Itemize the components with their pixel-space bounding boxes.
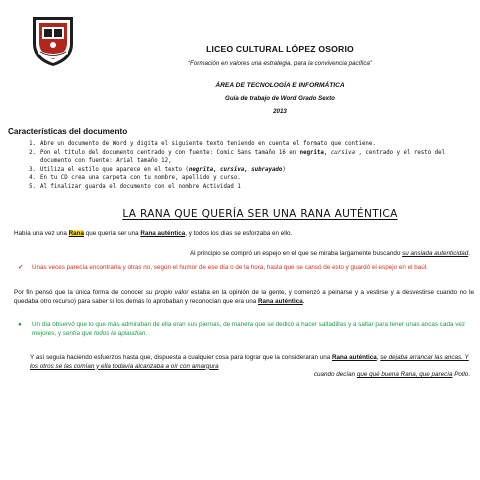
story-paragraph-2: Al principio se compró un espejo en el que se miraba largamente buscando su ansiada autenticidad. [189,250,470,257]
year: 2013 [273,108,287,115]
story-paragraph-6: Y así seguía haciendo esfuerzos hasta que, dispuesta a cualquier cosa para lograr que la consideraran una Rana auténtica, se dejaba arrancar las ancas. Y los otros se las comían y ella todavía alcanzaba a oír con amargura cuando decían que qué buena Rana, que parecía Pollo. [30,354,470,379]
instruction-item: 4. En tu CD crea una carpeta con tu nombre, apellido y curso. [29,175,241,182]
story-paragraph-1: Había una vez una Rana que quería ser una Rana auténtica, y todos los días se esforzaba en ello. [14,230,293,237]
story-paragraph-5: ● Un día observó que lo que más admiraban de ella eran sus piernas, de manera que se dedicó a hacer saltadillas y a saltar para tener unas ancas cada vez mejores, y sentía que todos la aplaudían. [18,321,465,337]
section-heading: Características del documento [8,127,128,136]
instruction-item: 2. Pon el título del documento centrado y con fuente: Comic Sans tamaño 16 en negrita, cursiva , centrado y el resto del documento con fuente: Arial tamaño 12, [29,149,446,165]
guide-title: Guía de trabajo de Word Grado Sexto [225,95,335,102]
story-paragraph-4: Por fin pensó que la única forma de conocer su propio valor estaba en la opinión de la gente, y comenzó a peinarse y a vestirse y a desvestirse cuando no le quedaba otro recurso) para saber si los demás lo aprobaban y reconocían que era una Rana auténtica. [14,289,474,305]
instruction-item: 1. Abre un documento de Word y digita el siguiente texto teniendo en cuenta el formato que contiene. [29,141,376,147]
school-name: LICEO CULTURAL LÓPEZ OSORIO [206,44,354,54]
instruction-item: 3. Utiliza el estilo que aparece en el texto (negrita, cursiva, subrayado) [29,166,286,173]
area-title: ÁREA DE TECNOLOGÍA E INFORMÁTICA [215,82,345,89]
instruction-list [18,140,473,192]
circle-bullet-icon: ● [18,321,22,328]
school-motto: “Formación en valores una estrategia, para la convivencia pacífica” [188,60,372,67]
checkmark-bullet-icon: ✓ [18,264,24,271]
story-paragraph-3: ✓ Unas veces parecía encontrarla y otras no, según el humor de ese día o de la hora, hasta que se cansó de esto y guardó el espejo en el baúl. [18,264,428,271]
story-title: LA RANA QUE QUERÍA SER UNA RANA AUTÉNTICA [122,208,398,220]
school-seal-icon [30,14,76,68]
instruction-item: 5. Al finalizar guarda el documento con el nombre Actividad 1 [29,183,241,190]
